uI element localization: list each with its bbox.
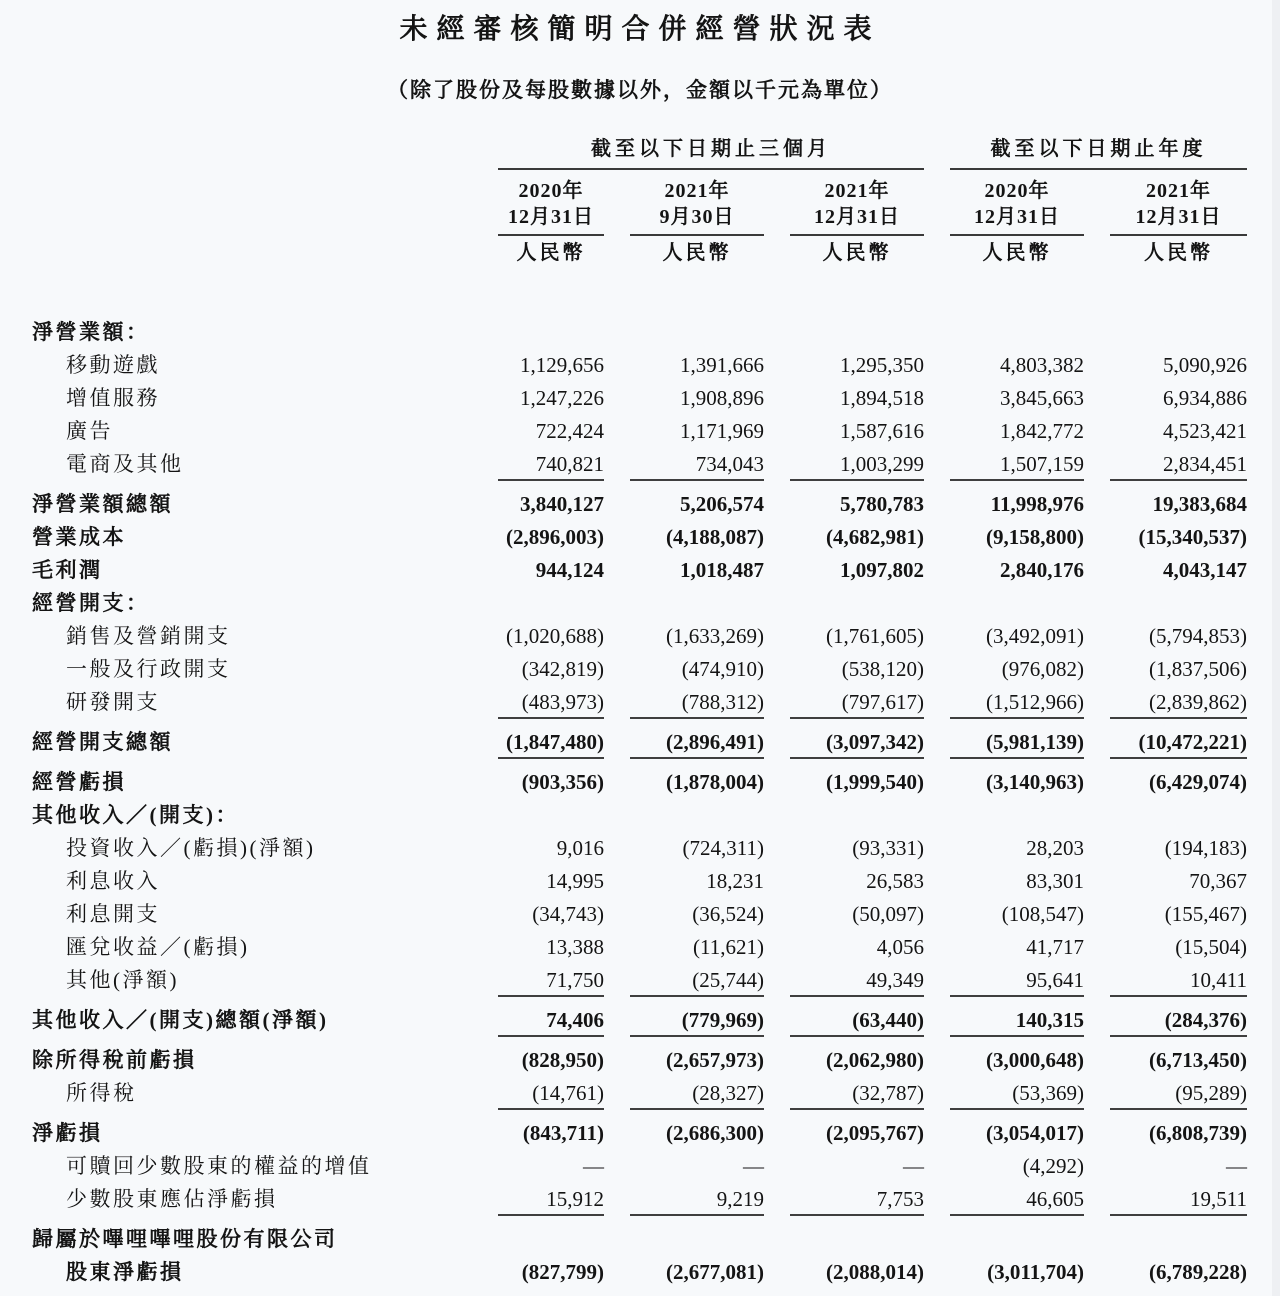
value-cell-col3: 49,349 (790, 964, 924, 997)
value-cell-col1 (498, 799, 604, 832)
table-row (32, 415, 1280, 448)
value-cell-col2 (630, 316, 764, 349)
value-cell-col5: 19,511 (1110, 1183, 1247, 1216)
value-cell-col4: 140,315 (950, 1004, 1084, 1037)
row-label: 經營開支總額 (32, 730, 173, 754)
value-cell-col5: 4,043,147 (1163, 558, 1247, 582)
column-currency: 人民幣 (1144, 242, 1213, 264)
table-row (32, 931, 1280, 964)
value-cell-col3: (2,088,014) (826, 1260, 924, 1284)
table-row (32, 799, 1280, 832)
value-cell-col1: — (583, 1154, 604, 1178)
value-cell-col1: 13,388 (546, 935, 604, 959)
table-row (32, 448, 1280, 481)
value-cell-col3: (797,617) (790, 686, 924, 719)
value-cell-col5: (155,467) (1164, 902, 1247, 926)
value-cell-col3: (2,095,767) (826, 1121, 924, 1145)
column-header-2020-12-31-fy (950, 178, 1084, 268)
row-label: 除所得稅前虧損 (32, 1048, 197, 1072)
value-cell-col2 (630, 799, 764, 832)
table-row (32, 898, 1280, 931)
value-cell-col3: (2,062,980) (826, 1048, 924, 1072)
column-year: 2020年 (984, 180, 1050, 202)
table-row (32, 832, 1280, 865)
value-cell-col3: (32,787) (790, 1077, 924, 1110)
row-label: 其他收入／(開支)： (32, 803, 239, 827)
value-cell-col5: 6,934,886 (1163, 386, 1247, 410)
value-cell-col4: (108,547) (1001, 902, 1084, 926)
column-date: 12月31日 (974, 206, 1060, 228)
value-cell-col3: 7,753 (790, 1183, 924, 1216)
value-cell-col1: 74,406 (498, 1004, 604, 1037)
value-cell-col3: (63,440) (790, 1004, 924, 1037)
value-cell-col2: (25,744) (630, 964, 764, 997)
value-cell-col4: (3,054,017) (986, 1121, 1084, 1145)
table-row (32, 1004, 1280, 1037)
row-label: 淨營業額： (32, 320, 150, 344)
value-cell-col2: (724,311) (682, 836, 764, 860)
column-header-2021-12-31-fy (1110, 178, 1247, 268)
table-row (32, 653, 1280, 686)
row-label: 其他(淨額) (66, 968, 179, 992)
row-label: 銷售及營銷開支 (66, 624, 231, 648)
value-cell-col2: 9,219 (630, 1183, 764, 1216)
value-cell-col4: 1,842,772 (1000, 419, 1084, 443)
value-cell-col4: (976,082) (1001, 657, 1084, 681)
row-label: 利息收入 (66, 869, 160, 893)
value-cell-col4: 11,998,976 (990, 492, 1084, 516)
value-cell-col4: 4,803,382 (1000, 353, 1084, 377)
row-label: 股東淨虧損 (66, 1260, 184, 1284)
value-cell-col3 (790, 587, 924, 620)
column-currency: 人民幣 (822, 242, 892, 264)
header-label-spacer (32, 178, 472, 268)
value-cell-col1: 14,995 (546, 869, 604, 893)
value-cell-col3: (4,682,981) (826, 525, 924, 549)
table-row (32, 488, 1280, 521)
value-cell-col2: 5,206,574 (680, 492, 764, 516)
value-cell-col5: — (1226, 1154, 1247, 1178)
value-cell-col2: 1,171,969 (680, 419, 764, 443)
value-cell-col4: 46,605 (950, 1183, 1084, 1216)
value-cell-col4: (3,140,963) (986, 770, 1084, 794)
table-row (32, 554, 1280, 587)
col-group-three-months: 截至以下日期止三個月 (498, 136, 924, 170)
table-row (32, 1044, 1280, 1077)
page-subtitle: （除了股份及每股數據以外，金額以千元為單位） (387, 78, 893, 102)
value-cell-col3: 1,003,299 (790, 448, 924, 481)
scan-edge-artifact (1272, 0, 1280, 1296)
value-cell-col5: (15,340,537) (1138, 525, 1247, 549)
value-cell-col5: (284,376) (1110, 1004, 1247, 1037)
value-cell-col3: — (903, 1154, 924, 1178)
row-label: 一般及行政開支 (66, 657, 231, 681)
table-row (32, 766, 1280, 799)
value-cell-col4: 28,203 (1026, 836, 1084, 860)
value-cell-col1: 1,129,656 (520, 353, 604, 377)
value-cell-col1: (828,950) (521, 1048, 604, 1072)
value-cell-col2: (2,657,973) (666, 1048, 764, 1072)
value-cell-col5: (95,289) (1110, 1077, 1247, 1110)
column-date: 12月31日 (1135, 206, 1222, 228)
header-label-spacer (32, 136, 472, 170)
value-cell-col1: 71,750 (498, 964, 604, 997)
value-cell-col5: (15,504) (1175, 935, 1247, 959)
value-cell-col2: (779,969) (630, 1004, 764, 1037)
value-cell-col3 (790, 799, 924, 832)
value-cell-col1: 740,821 (498, 448, 604, 481)
row-label: 投資收入／(虧損)(淨額) (66, 836, 316, 860)
column-date: 12月31日 (814, 206, 900, 228)
value-cell-col1: (483,973) (498, 686, 604, 719)
value-cell-col1: (1,020,688) (506, 624, 604, 648)
value-cell-col5 (1110, 316, 1247, 349)
row-label: 少數股東應佔淨虧損 (66, 1187, 278, 1211)
row-label: 增值服務 (66, 386, 160, 410)
value-cell-col4 (950, 799, 1084, 832)
value-cell-col1: (342,819) (521, 657, 604, 681)
value-cell-col4: 2,840,176 (1000, 558, 1084, 582)
value-cell-col3: 1,295,350 (840, 353, 924, 377)
value-cell-col3: 4,056 (876, 935, 924, 959)
row-label: 電商及其他 (66, 452, 184, 476)
value-cell-col2: (1,633,269) (666, 624, 764, 648)
value-cell-col1: (827,799) (521, 1260, 604, 1284)
column-date: 12月31日 (508, 206, 594, 228)
column-year: 2021年 (664, 180, 730, 202)
table-row (32, 382, 1280, 415)
column-group-header-row (32, 136, 1280, 170)
value-cell-col3: (1,999,540) (826, 770, 924, 794)
table-row (32, 316, 1280, 349)
value-cell-col5: 19,383,684 (1152, 492, 1247, 516)
value-cell-col3: 1,097,802 (840, 558, 924, 582)
value-cell-col5 (1110, 799, 1247, 832)
value-cell-col1: 944,124 (535, 558, 604, 582)
value-cell-col3: (93,331) (852, 836, 924, 860)
value-cell-col2: — (743, 1154, 764, 1178)
value-cell-col2: (1,878,004) (666, 770, 764, 794)
value-cell-col5: (6,429,074) (1149, 770, 1247, 794)
column-currency: 人民幣 (982, 242, 1052, 264)
value-cell-col3 (790, 1223, 924, 1256)
value-cell-col4: 83,301 (1026, 869, 1084, 893)
column-year: 2021年 (824, 180, 890, 202)
table-row (32, 349, 1280, 382)
value-cell-col4 (950, 1223, 1084, 1256)
value-cell-col2: 1,391,666 (680, 353, 764, 377)
row-label: 經營虧損 (32, 770, 126, 794)
value-cell-col1: 15,912 (498, 1183, 604, 1216)
value-cell-col5: (6,713,450) (1149, 1048, 1247, 1072)
value-cell-col2: 1,018,487 (680, 558, 764, 582)
value-cell-col3: 1,587,616 (840, 419, 924, 443)
value-cell-col5: (5,794,853) (1149, 624, 1247, 648)
table-row (32, 964, 1280, 997)
value-cell-col2: 18,231 (706, 869, 764, 893)
value-cell-col5: (2,839,862) (1110, 686, 1247, 719)
row-label: 可贖回少數股東的權益的增值 (66, 1154, 372, 1178)
row-label: 淨營業額總額 (32, 492, 173, 516)
table-row (32, 1223, 1280, 1256)
value-cell-col5: 2,834,451 (1110, 448, 1247, 481)
header-rule (790, 234, 924, 236)
value-cell-col5: (6,789,228) (1149, 1260, 1247, 1284)
row-label: 廣告 (66, 419, 113, 443)
table-row (32, 1183, 1280, 1216)
value-cell-col2: (2,896,491) (630, 726, 764, 759)
value-cell-col1: (2,896,003) (506, 525, 604, 549)
value-cell-col4: (1,512,966) (950, 686, 1084, 719)
value-cell-col4: (5,981,139) (950, 726, 1084, 759)
value-cell-col1: (1,847,480) (498, 726, 604, 759)
row-label: 其他收入／(開支)總額(淨額) (32, 1008, 329, 1032)
value-cell-col5: 10,411 (1110, 964, 1247, 997)
column-currency: 人民幣 (516, 242, 586, 264)
row-label: 淨虧損 (32, 1121, 103, 1145)
row-label: 匯兌收益／(虧損) (66, 935, 250, 959)
column-header-2021-12-31-q (790, 178, 924, 268)
value-cell-col2: (2,677,081) (666, 1260, 764, 1284)
value-cell-col4: (3,011,704) (987, 1260, 1084, 1284)
header-rule (498, 234, 604, 236)
value-cell-col1: 3,840,127 (520, 492, 604, 516)
value-cell-col2: (28,327) (630, 1077, 764, 1110)
header-rule (1110, 234, 1247, 236)
value-cell-col5: 4,523,421 (1163, 419, 1247, 443)
row-label: 所得稅 (66, 1081, 137, 1105)
value-cell-col5: 5,090,926 (1163, 353, 1247, 377)
column-currency: 人民幣 (662, 242, 732, 264)
value-cell-col5: (6,808,739) (1149, 1121, 1247, 1145)
value-cell-col5: (10,472,221) (1110, 726, 1247, 759)
table-row (32, 726, 1280, 759)
value-cell-col2: (788,312) (630, 686, 764, 719)
table-row (32, 686, 1280, 719)
value-cell-col4: 95,641 (950, 964, 1084, 997)
column-header-2020-12-31-q (498, 178, 604, 268)
value-cell-col4: (3,000,648) (986, 1048, 1084, 1072)
value-cell-col4: (9,158,800) (986, 525, 1084, 549)
row-label: 營業成本 (32, 525, 126, 549)
value-cell-col4: 41,717 (1026, 935, 1084, 959)
value-cell-col1 (498, 587, 604, 620)
value-cell-col2: (11,621) (693, 935, 764, 959)
value-cell-col3: 5,780,783 (840, 492, 924, 516)
value-cell-col1: 9,016 (556, 836, 604, 860)
value-cell-col2: (36,524) (692, 902, 764, 926)
row-label: 歸屬於嗶哩嗶哩股份有限公司 (32, 1227, 338, 1251)
row-label: 研發開支 (66, 690, 160, 714)
value-cell-col1: 1,247,226 (520, 386, 604, 410)
header-rule (950, 234, 1084, 236)
value-cell-col3: (538,120) (841, 657, 924, 681)
value-cell-col2: (2,686,300) (666, 1121, 764, 1145)
value-cell-col4 (950, 587, 1084, 620)
column-year: 2020年 (518, 180, 584, 202)
header-rule (630, 234, 764, 236)
value-cell-col3 (790, 316, 924, 349)
value-cell-col2: (4,188,087) (666, 525, 764, 549)
value-cell-col4 (950, 316, 1084, 349)
value-cell-col2 (630, 1223, 764, 1256)
table-row (32, 865, 1280, 898)
value-cell-col5 (1110, 1223, 1247, 1256)
value-cell-col5: (194,183) (1164, 836, 1247, 860)
value-cell-col1: (14,761) (498, 1077, 604, 1110)
column-header-2021-09-30-q (630, 178, 764, 268)
row-label: 經營開支： (32, 591, 150, 615)
table-body (32, 316, 1280, 1289)
value-cell-col2: 1,908,896 (680, 386, 764, 410)
value-cell-col5: 70,367 (1189, 869, 1247, 893)
value-cell-col3: 1,894,518 (840, 386, 924, 410)
value-cell-col1: (903,356) (521, 770, 604, 794)
value-cell-col1: (843,711) (522, 1121, 604, 1145)
value-cell-col1: 722,424 (535, 419, 604, 443)
table-row (32, 1077, 1280, 1110)
value-cell-col4: 3,845,663 (1000, 386, 1084, 410)
value-cell-col3: 26,583 (866, 869, 924, 893)
value-cell-col4: 1,507,159 (950, 448, 1084, 481)
value-cell-col2: 734,043 (630, 448, 764, 481)
value-cell-col4: (53,369) (950, 1077, 1084, 1110)
table-row (32, 620, 1280, 653)
table-row (32, 587, 1280, 620)
value-cell-col2 (630, 587, 764, 620)
column-year: 2021年 (1146, 180, 1211, 202)
row-label: 利息開支 (66, 902, 160, 926)
value-cell-col4: (3,492,091) (986, 624, 1084, 648)
table-row (32, 1117, 1280, 1150)
value-cell-col1 (498, 1223, 604, 1256)
page-title: 未經審核簡明合併經營狀況表 (399, 14, 881, 45)
value-cell-col5: (1,837,506) (1149, 657, 1247, 681)
value-cell-col3: (3,097,342) (790, 726, 924, 759)
statement-table (0, 136, 1280, 1289)
table-row (32, 521, 1280, 554)
value-cell-col3: (1,761,605) (826, 624, 924, 648)
table-row (32, 1150, 1280, 1183)
value-cell-col2: (474,910) (681, 657, 764, 681)
value-cell-col5 (1110, 587, 1247, 620)
column-date-header-row (32, 178, 1280, 268)
row-label: 毛利潤 (32, 558, 103, 582)
value-cell-col1: (34,743) (532, 902, 604, 926)
row-label: 移動遊戲 (66, 353, 160, 377)
table-row (32, 1256, 1280, 1289)
column-date: 9月30日 (659, 206, 735, 228)
value-cell-col4: (4,292) (1022, 1154, 1084, 1178)
col-group-year: 截至以下日期止年度 (950, 136, 1247, 170)
value-cell-col3: (50,097) (852, 902, 924, 926)
value-cell-col1 (498, 316, 604, 349)
